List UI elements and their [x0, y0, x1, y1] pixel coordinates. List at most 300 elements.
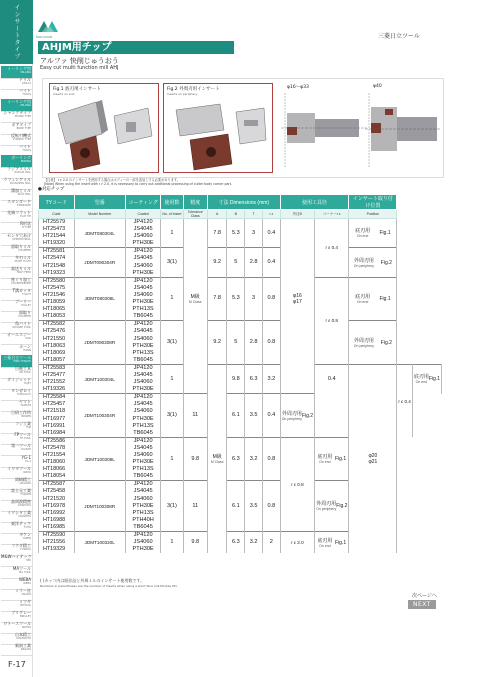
sidebar-item-sub: YAMATO [20, 404, 31, 407]
product-subtitle: アルファ 快削じゅうおう [40, 57, 119, 65]
dim-re-cell: 0.8 [262, 481, 280, 532]
sidebar-item-label: 三菱日立ツール [3, 354, 31, 360]
sidebar-item-label: 東洋テック [11, 521, 31, 527]
sidebar-item-label: 山本精工 [15, 632, 31, 638]
dim-a-cell: 9.8 [183, 532, 207, 554]
sidebar-item-label: T溝カッタ [12, 288, 31, 293]
sub-precision: Tolerance Class [183, 210, 207, 219]
usage-cell: 1 [161, 277, 183, 321]
usage-cell: 1 [161, 364, 183, 393]
dim-b-cell: 6.3 [245, 364, 263, 393]
ty-code-cell: HT19323 [39, 270, 75, 278]
sidebar-item-sub: FP TOOL [20, 437, 31, 441]
sidebar-item-label: イワシタ工業 [7, 510, 31, 515]
sidebar-item[interactable] [1, 643, 32, 656]
cutter-body-large-icon [365, 91, 443, 169]
fig2-sub: Inserts on periphery [167, 92, 198, 96]
ty-code-cell: HT25582 [39, 321, 75, 329]
ty-code-cell: HT21550 [39, 336, 75, 343]
usage-note-jp: 【注意】 r ε 2.0 のインサートを使用する場合はボディーの一部を追加工する必要があります。 [44, 178, 180, 182]
precision-en: M Class [210, 460, 224, 465]
ty-code-cell: HT25458 [39, 488, 75, 495]
sidebar-item-sub: DIJET [24, 381, 31, 385]
sidebar-item-label: ダイジェット [7, 376, 31, 382]
ty-code-cell: HT16988 [39, 517, 75, 524]
fig1-box [49, 83, 159, 173]
sidebar-item-sub: TOOLS [22, 93, 31, 97]
sidebar-item-sub: MA TOOL [19, 570, 31, 574]
position-cell [349, 219, 397, 248]
maker-name: 三菱日立ツール [378, 33, 420, 40]
dim-range-2: φ40 [373, 84, 382, 89]
col-body: 使用工具径 [280, 195, 349, 210]
sidebar-item-sub: SLOT MILL [17, 193, 31, 197]
position-jp: 底刃用 [355, 228, 371, 235]
position-en: On periphery [316, 507, 337, 512]
dim-re-cell: 0.4 [315, 364, 349, 393]
position-jp: 外周刃用 [353, 257, 374, 264]
coating-cell: JP4120 [125, 248, 160, 256]
position-fig: Fig.1 [334, 539, 347, 546]
sidebar-item-sub: FLAT TIP [20, 215, 31, 219]
dim-a-cell: 11 [183, 394, 207, 438]
coating-cell: JP4120 [125, 321, 160, 329]
sidebar-item-label: イワタツール [7, 465, 31, 471]
dim-range-1: φ16～φ33 [287, 85, 309, 90]
sidebar-item-label: スタンダード [7, 199, 31, 205]
sidebar-item-sub: MILLING [20, 71, 31, 74]
next-page-button[interactable]: NEXT [408, 600, 436, 609]
insert-end-illustration-icon [56, 100, 156, 172]
table-row [39, 364, 442, 372]
ty-code-cell: HT21552 [39, 379, 75, 386]
coating-cell: PTH13S [125, 466, 160, 473]
position-cell [412, 364, 441, 393]
sidebar-item-label: R形状 [20, 221, 31, 227]
position-cell [315, 437, 349, 481]
sub-b: B [227, 210, 245, 219]
dim-re-cell: 0.4 [262, 248, 280, 277]
sidebar-item-sub: TURNED TYPE [12, 137, 31, 141]
position-fig: Fig.1 [379, 230, 391, 237]
next-page-label: 次ページへ [412, 593, 437, 599]
position-jp: 底刃用 [317, 454, 333, 461]
ty-code-cell: HT25473 [39, 226, 75, 233]
ty-code-cell: HT16984 [39, 430, 75, 438]
coating-cell: JS4045 [125, 255, 160, 262]
ty-code-cell: HT25579 [39, 219, 75, 227]
coating-cell: TB6045 [125, 430, 160, 438]
sidebar-item-label: 面取りミル [11, 243, 31, 249]
position-jp: 底刃用 [355, 294, 371, 301]
ty-code-cell: HT25580 [39, 277, 75, 285]
dim-a-cell: 11 [183, 481, 207, 532]
sidebar-item-sub: SHANK TYPE [14, 115, 31, 119]
dim-t-cell: 3.5 [245, 481, 263, 532]
sidebar-item-label: ミツギ [19, 598, 31, 604]
position-cell [315, 481, 349, 532]
dim-a-cell: 7.8 [207, 219, 227, 248]
sidebar-item-sub: FUJI [26, 426, 31, 430]
sidebar-item-sub: NIKKEN [21, 415, 31, 419]
position-en: On end [415, 380, 428, 385]
sidebar-item-sub: YG-1 [24, 459, 31, 463]
position-fig: Fig.1 [379, 296, 391, 303]
ty-code-cell: HT16991 [39, 423, 75, 430]
sidebar-item-sub: RADIUS MILL [14, 170, 31, 174]
body-dia-2: φ21 [368, 459, 378, 466]
model-cell: JDMT090304R [74, 248, 125, 277]
coating-cell: JS4060 [125, 539, 160, 546]
position-cell [349, 277, 397, 321]
model-cell: JDMT100320L [74, 532, 125, 554]
coating-cell: JP4120 [125, 394, 160, 402]
table-row [39, 277, 442, 285]
sidebar-item-sub: WATOS [21, 626, 31, 629]
sidebar-item-sub: MULTI FLUTE [14, 259, 31, 263]
sidebar-item-sub: TOYO [24, 526, 31, 530]
position-en: On periphery [281, 416, 302, 421]
ty-code-cell: HT25474 [39, 255, 75, 262]
position-fig: Fig.1 [428, 376, 440, 383]
coating-cell: PTH13S [125, 423, 160, 430]
position-jp: 底刃用 [413, 374, 429, 381]
table-legend: ●対応チップ [38, 187, 65, 192]
sidebar-item-label: オーエスジー [7, 332, 31, 338]
col-precision: 精度 [183, 195, 207, 210]
position-jp: 外周刃用 [316, 501, 337, 508]
dim-re-cell: 0.4 [262, 394, 280, 438]
ty-code-cell: HT18053 [39, 313, 75, 321]
coating-cell: JS4060 [125, 292, 160, 299]
usage-cell: 3(1) [161, 321, 183, 365]
sidebar-item-label: ボアタイプ [11, 121, 31, 127]
cutter-body-small-icon [279, 91, 369, 169]
sidebar-item-label: ミーリング用 [7, 99, 31, 105]
table-body [39, 219, 442, 554]
ty-code-cell: HT16985 [39, 524, 75, 532]
coating-cell: TB6045 [125, 357, 160, 365]
dim-t-cell: 3 [245, 277, 263, 321]
sidebar-item-label: YG-1 [21, 454, 31, 460]
ty-code-cell: HT25583 [39, 364, 75, 372]
coating-cell: JS4045 [125, 285, 160, 292]
usage-cell: 1 [161, 219, 183, 248]
sidebar-item-label: バイト [19, 143, 31, 149]
sidebar-item-label: ホーン [19, 343, 31, 349]
body-dia-2: φ17 [292, 299, 302, 306]
position-en: On periphery [353, 343, 375, 348]
figure-area [42, 78, 444, 178]
ty-code-cell: HT19326 [39, 386, 75, 394]
coating-cell: JS4060 [125, 233, 160, 240]
sidebar-item-label: 岡崎精工 [15, 476, 31, 482]
sidebar-item-label: FPツール [14, 432, 31, 438]
corner-cell: r ε 0.8 [280, 437, 314, 531]
col-coating: コーティング [125, 195, 160, 210]
table-row [39, 219, 442, 227]
sub-t: T [245, 210, 263, 219]
sidebar-item-label: 高送りミル [11, 265, 31, 271]
position-fig: Fig.2 [336, 503, 348, 510]
position-jp: 外周刃用 [281, 410, 302, 417]
maker-logo-text: MOLDINO [36, 35, 53, 39]
page-number: F-17 [8, 660, 26, 669]
precision-cell [207, 364, 227, 553]
fig2-title: Fig.2 [167, 87, 178, 92]
sidebar-item-sub: MMC HITACHI [13, 359, 31, 363]
usage-cell: 1 [161, 437, 183, 481]
ty-code-cell: HT21518 [39, 408, 75, 415]
coating-cell: JP4120 [125, 364, 160, 372]
sidebar-item-label: ミーリング用 [7, 66, 31, 71]
precision-cell [183, 219, 207, 380]
ty-code-cell: HT16992 [39, 510, 75, 517]
model-cell: JDMT100304R [74, 394, 125, 438]
usage-note-en: [Note] When using the insert with r ε 2.0, it is necessary to carry out additional processing of cutter body corner part. [44, 182, 233, 186]
dim-t-cell: 2.8 [245, 248, 263, 277]
ty-code-cell: HT25477 [39, 372, 75, 379]
sidebar-item-sub: CHAMFER [18, 315, 31, 319]
sidebar-item-label: 日研工作所 [11, 410, 31, 416]
sub-coated: Coated [125, 210, 160, 219]
col-position: インサート取り付け位置 [349, 195, 397, 210]
dim-re-cell: 0.8 [262, 437, 280, 481]
ty-code-cell: HT25587 [39, 481, 75, 489]
dim-re-cell: 0.8 [262, 277, 280, 321]
sidebar-item-label: ラフィングミル [3, 177, 31, 182]
dim-a-cell: 9.8 [227, 364, 245, 393]
sidebar-item-sub: TOOLS [22, 148, 31, 152]
dim-b-cell: 6.3 [227, 437, 245, 481]
coating-cell: JP4120 [125, 277, 160, 285]
insert-spec-table [38, 194, 442, 553]
sidebar-item-label: ワトースツール [3, 621, 31, 626]
coating-cell: JS4045 [125, 401, 160, 408]
coating-cell: PTH30E [125, 299, 160, 306]
ty-code-cell: HT25586 [39, 437, 75, 445]
sidebar-item-label: ギケン [19, 532, 31, 538]
dim-a-cell: 9.2 [207, 248, 227, 277]
sub-model: Model Number [74, 210, 125, 219]
corner-cell: r ε 0.4 [315, 219, 349, 278]
ty-code-cell: HT18069 [39, 350, 75, 357]
usage-cell: 3(1) [161, 481, 183, 532]
ty-code-cell: HT21556 [39, 539, 75, 546]
sub-code: Code [39, 210, 75, 219]
ty-code-cell: HT25590 [39, 532, 75, 540]
sidebar-item-label: バイト [19, 88, 31, 94]
col-dims: 寸法 Dimensions (mm) [207, 195, 280, 210]
dim-t-cell: 3 [245, 219, 263, 248]
sidebar-item-sub: FUJIGEN [20, 492, 31, 496]
sidebar-item-label: 第一ツール [11, 443, 31, 449]
coating-cell: JP4120 [125, 532, 160, 540]
ty-code-cell: HT25581 [39, 248, 75, 256]
position-fig: Fig.2 [380, 339, 392, 346]
ty-code-cell: HT21548 [39, 263, 75, 270]
sidebar-item-sub: CHAMFER [18, 248, 31, 252]
ty-code-cell: HT18060 [39, 459, 75, 466]
corner-cell: r ε 2.0 [280, 532, 314, 554]
coating-cell: JS4045 [125, 328, 160, 335]
coating-cell: PTH13S [125, 510, 160, 517]
sidebar-item-label: WEBA [19, 576, 31, 582]
sidebar-item-label: ブーリー [15, 299, 31, 305]
body-dia-1: φ16 [292, 293, 302, 300]
table-row [39, 248, 442, 256]
position-en: On end [319, 543, 331, 548]
fig2-label: 外周刃用インサート [179, 87, 220, 92]
sidebar-item-sub: HIGH FEED [16, 270, 31, 274]
sub-re: r ε [262, 210, 280, 219]
dim-t-cell: 3.2 [245, 437, 263, 481]
dim-b-cell: 5 [227, 248, 245, 277]
dim-a-cell: 9.8 [183, 437, 207, 481]
sidebar-item-label: 反転刃機式 [11, 132, 31, 138]
coating-cell: TB6045 [125, 313, 160, 321]
sidebar-item-label: フクダ精工 [11, 543, 31, 549]
sidebar-item-sub: MILLING [20, 104, 31, 108]
dim-t-cell: 3.5 [245, 394, 263, 438]
corner-cell: r ε 0.4 [397, 364, 413, 437]
dim-b-cell: 6.1 [227, 481, 245, 532]
position-fig: Fig.2 [301, 412, 314, 419]
sidebar-item-sub: BORING [20, 159, 31, 163]
ty-code-cell: HT19329 [39, 546, 75, 553]
position-cell [315, 532, 349, 554]
sidebar-item-sub: HORN [23, 348, 31, 352]
usage-cell: 3(1) [161, 394, 183, 438]
position-cell [349, 321, 397, 365]
coating-cell: PTH30E [125, 546, 160, 553]
col-ty-code: TYコード [39, 195, 75, 210]
ty-code-cell: HT21546 [39, 292, 75, 299]
sidebar-item-sub: CENTER DRILL [12, 237, 31, 241]
sidebar-item-label: ラジアスミル [7, 165, 31, 171]
coating-cell: PTH30E [125, 386, 160, 394]
ty-code-cell: HT18063 [39, 343, 75, 350]
model-cell: JDMT080304L [74, 219, 125, 248]
coating-cell: JS4060 [125, 379, 160, 386]
sidebar-item-label: 溝加工ミル [11, 188, 31, 194]
usage-cell: 3(1) [161, 248, 183, 277]
sidebar-item-sub: IWASHITA [18, 515, 31, 518]
ty-code-cell: HT21554 [39, 452, 75, 459]
dim-t-cell: 3.2 [262, 364, 280, 393]
sidebar-item-sub: PULLEY [21, 304, 31, 308]
model-cell: JDMT080308L [74, 277, 125, 321]
position-cell [280, 394, 314, 438]
insert-periphery-illustration-icon [170, 100, 270, 172]
sidebar-item-label: フジ工業 [15, 421, 31, 427]
precision-jp: M級 [190, 294, 200, 301]
sidebar-item-sub: NIIGATA [20, 648, 31, 652]
sub-corner: コーナーr ε [315, 210, 349, 219]
dim-t-cell: 2.8 [245, 321, 263, 365]
coating-cell: JS4060 [125, 496, 160, 503]
coating-cell: PTH30E [125, 240, 160, 248]
position-fig: Fig.2 [380, 259, 392, 266]
sidebar-item-label: 面取り [19, 310, 31, 316]
sidebar-item-sub: BRIGLEY [19, 614, 31, 618]
ty-code-cell: HT21544 [39, 233, 75, 240]
model-cell: JDMT100308L [74, 437, 125, 481]
position-jp: 底刃用 [317, 537, 333, 544]
model-cell: JDMT100308R [74, 481, 125, 532]
model-cell: JDMT090308R [74, 321, 125, 365]
body-dia-cell [280, 219, 314, 380]
sidebar-item-sub: STANDARD [16, 204, 31, 208]
page-title: AHJM用チップ [38, 41, 234, 54]
sidebar-item-label: 富士元工業 [11, 487, 31, 493]
fig1-sub: Inserts on end [53, 92, 75, 96]
coating-cell: JS4060 [125, 263, 160, 270]
coating-cell: JS4060 [125, 336, 160, 343]
coating-cell: PTH30E [125, 343, 160, 350]
dim-b-cell: 5.3 [227, 277, 245, 321]
sidebar-item-label: 日進工具 [15, 365, 31, 371]
coating-cell: PTH13S [125, 350, 160, 357]
dim-re-cell: 0.4 [262, 219, 280, 248]
sidebar-item-label: シャンクタイプ [3, 110, 31, 116]
coating-cell: JS4045 [125, 226, 160, 233]
sidebar-item-sub: MILLER [21, 592, 31, 596]
coating-cell: JS4045 [125, 445, 160, 452]
coating-cell: JS4045 [125, 372, 160, 379]
coating-cell: PTH13S [125, 306, 160, 313]
coating-cell: JS4060 [125, 452, 160, 459]
ty-code-cell: HT25584 [39, 394, 75, 402]
sidebar-item-sub: MW [26, 559, 31, 563]
sidebar-item-sub: DRILLS [21, 82, 31, 86]
coating-cell: TB6045 [125, 473, 160, 481]
sidebar-item-sub: WEBA [23, 581, 31, 585]
body-dia-1: φ20 [368, 453, 378, 460]
ty-code-cell: HT21520 [39, 496, 75, 503]
sidebar-item-label: ヤマト [19, 399, 31, 404]
ty-code-cell: HT25475 [39, 285, 75, 292]
ty-code-cell: HT18057 [39, 357, 75, 365]
corner-cell: r ε 0.8 [315, 277, 349, 364]
sidebar-item-label: MAツール [12, 565, 31, 571]
dim-t-cell: 3.2 [245, 532, 263, 554]
sidebar-item-sub: R TYPE [22, 226, 31, 230]
footnote-en: Numbers in parentheses are the number of inserts when using a short face mill Module HD. [40, 584, 178, 588]
sub-body: 外径D [280, 210, 314, 219]
coating-cell: JP4120 [125, 481, 160, 489]
sidebar-item-sub: FUKUDA [20, 548, 31, 552]
model-cell: JDMT100304L [74, 364, 125, 393]
sub-usage: No. of Insert [161, 210, 183, 219]
ty-code-cell: HT25457 [39, 401, 75, 408]
sidebar-item-sub: NS TOOL [19, 370, 31, 374]
col-usage: 使用数 [161, 195, 183, 210]
ty-code-cell: HT25476 [39, 328, 75, 335]
coating-cell: PTH30E [125, 459, 160, 466]
sidebar-item-label: ブリグレー [11, 609, 31, 615]
position-cell [349, 248, 397, 277]
sidebar-item-sub: DAIICHI [21, 448, 31, 452]
product-subtitle-en: Easy cut multi function mill AHJ [40, 65, 119, 71]
sub-position: Position [349, 210, 397, 219]
sidebar-item-label: M&Wハイテック [1, 554, 32, 560]
sidebar-item-sub: MITSUGI [20, 603, 31, 607]
ty-code-cell: HT18054 [39, 473, 75, 481]
sidebar-item-label: 座ぐり加工 [11, 276, 31, 282]
sidebar-item-label: ボーリング [11, 154, 31, 160]
dim-a-cell: 9.2 [207, 321, 227, 365]
